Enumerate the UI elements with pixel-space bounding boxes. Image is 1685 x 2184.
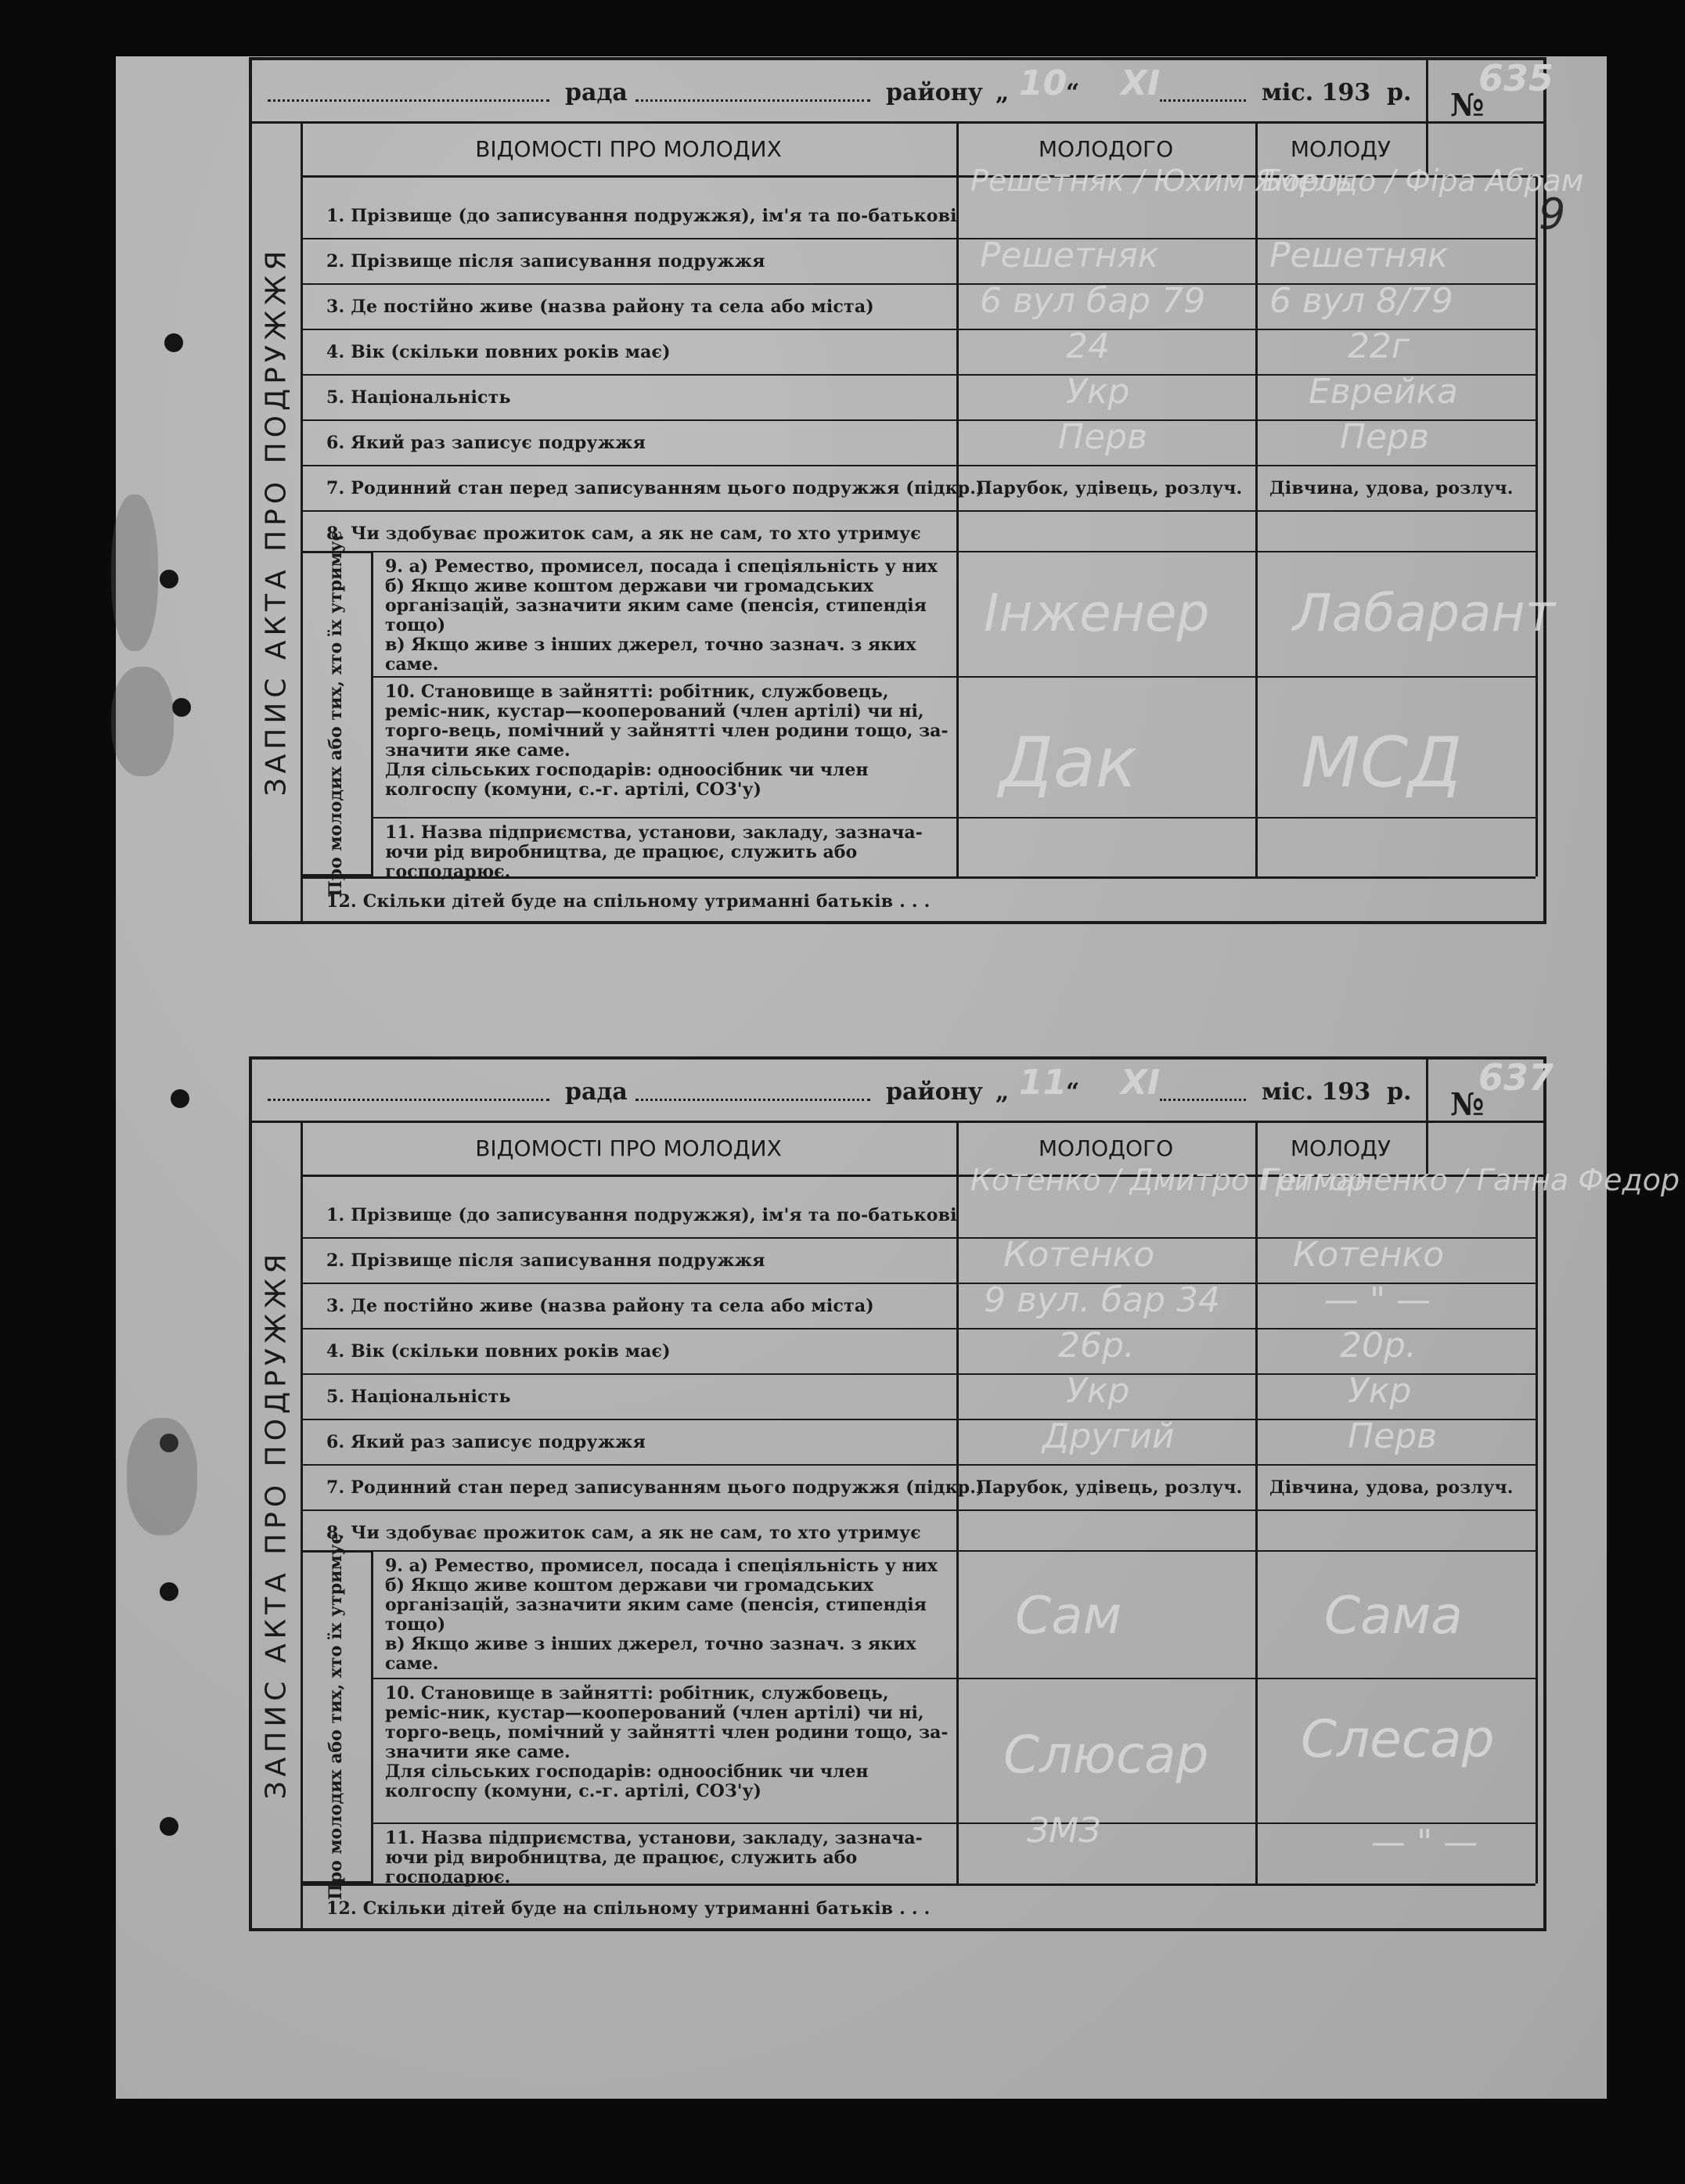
bride-value: — " —: [1324, 1280, 1431, 1320]
bride-value: Гетманенко / Ганна Федор: [1262, 1163, 1680, 1197]
column-divider: [1255, 1121, 1258, 1884]
groom-value: Дак: [999, 722, 1137, 803]
row-divider: [371, 817, 1536, 819]
row-12-label: 12. Скільки дітей буде на спільному утриманні батьків . . .: [326, 891, 931, 912]
record-number-box: [1426, 57, 1554, 178]
paper-stain: [111, 495, 158, 651]
page-number: 9: [1539, 189, 1567, 239]
punch-hole: [171, 1089, 189, 1108]
dotted-line: [635, 1099, 870, 1101]
bride-value: Лабарант: [1293, 583, 1556, 643]
row-divider: [371, 1678, 1536, 1679]
row-divider: [301, 1509, 1536, 1511]
marriage-record-form-top: [249, 57, 1584, 924]
groom-value: Сам: [1015, 1585, 1122, 1646]
block-11-label: 11. Назва підприємства, установи, закладу, зазнача-ючи рід виробництва, де працює, служить або господарює.: [385, 1828, 923, 1887]
punch-hole: [172, 698, 191, 717]
bride-value: 22г: [1348, 326, 1410, 366]
groom-value: Укр: [1066, 1371, 1130, 1411]
row-divider: [371, 676, 1536, 678]
column-divider: [1536, 178, 1538, 876]
dotted-line: [268, 99, 549, 102]
groom-status-options: Парубок, удівець, розлуч.: [976, 1477, 1243, 1498]
form-header: рада району „ 10 “ XI міс. 193 р.: [252, 60, 1543, 124]
row-label: 4. Вік (скільки повних років має): [326, 342, 671, 362]
dotted-line: [1160, 1099, 1246, 1101]
col-header-bride: МОЛОДУ: [1255, 1121, 1426, 1177]
sub-side-title: Про молодих або тих, хто їх утримує: [301, 1550, 373, 1884]
groom-value: 24: [1066, 326, 1110, 366]
col-header-groom: МОЛОДОГО: [956, 1121, 1255, 1177]
row-label: 8. Чи здобуває прожиток сам, а як не сам, то хто утримує: [326, 1523, 921, 1543]
row-label: 6. Який раз записує подружжя: [326, 1432, 646, 1452]
side-title: ЗАПИС АКТА ПРО ПОДРУЖЖЯ: [252, 121, 303, 921]
groom-value: 9 вул. бар 34: [984, 1280, 1221, 1320]
row-12-label: 12. Скільки дітей буде на спільному утриманні батьків . . .: [326, 1898, 931, 1919]
form-header: рада району „ 11 “ XI міс. 193 р.: [252, 1060, 1543, 1123]
row-divider: [371, 551, 1536, 552]
row-divider: [371, 1550, 1536, 1552]
groom-value: Укр: [1066, 372, 1130, 412]
column-divider: [1255, 121, 1258, 876]
row-label: 3. Де постійно живе (назва району та села або міста): [326, 297, 874, 317]
groom-value: Перв: [1058, 417, 1148, 457]
groom-value: Другий: [1042, 1416, 1175, 1456]
year-suffix: р.: [1387, 1078, 1412, 1106]
row-label: 8. Чи здобуває прожиток сам, а як не сам, то хто утримує: [326, 524, 921, 544]
row-label: 7. Родинний стан перед записуванням цього подружжя (підкр.): [326, 478, 985, 498]
row-label: 2. Прізвище після записування подружжя: [326, 251, 765, 272]
row-label: 5. Національність: [326, 387, 511, 408]
col-header-bride: МОЛОДУ: [1255, 121, 1426, 178]
bride-value: Сама: [1324, 1585, 1463, 1646]
dotted-line: [268, 1099, 549, 1101]
punch-hole: [160, 570, 178, 588]
rayonu-label: району: [886, 79, 983, 106]
row-label: 2. Прізвище після записування подружжя: [326, 1250, 765, 1271]
col-header-groom: МОЛОДОГО: [956, 121, 1255, 178]
row-label: 5. Національність: [326, 1387, 511, 1407]
groom-value: 26р.: [1058, 1326, 1135, 1365]
bride-value: Слесар: [1301, 1709, 1495, 1769]
bride-value: Решетняк: [1269, 236, 1449, 275]
column-divider: [956, 1121, 959, 1884]
block-9-label: 9. а) Ремество, промисел, посада і спеціяльність у них б) Якщо живе коштом держави чи громадських організацій, зазначити яким саме (пенсія, стипендія тощо) в) Якщо живе з інших джерел, точно зазнач. з яких саме.: [385, 556, 938, 675]
bride-value: Бородо / Фіра Абрам: [1262, 164, 1584, 198]
row-label: 3. Де постійно живе (назва району та села або міста): [326, 1296, 874, 1316]
rayonu-label: району: [886, 1078, 983, 1106]
row-divider: [301, 1464, 1536, 1466]
col-header-info: ВІДОМОСТІ ПРО МОЛОДИХ: [301, 121, 956, 178]
punch-hole: [160, 1817, 178, 1836]
year-suffix: р.: [1387, 79, 1412, 106]
bride-value: Еврейка: [1309, 372, 1458, 412]
groom-value: Котенко: [1003, 1235, 1155, 1275]
date-day: 11: [1019, 1063, 1068, 1103]
paper-stain: [111, 667, 174, 776]
dotted-line: [635, 99, 870, 102]
bride-value: 20р.: [1340, 1326, 1417, 1365]
row-label: 6. Який раз записує подружжя: [326, 433, 646, 453]
groom-value: Котенко / Дмитро Григор: [970, 1163, 1366, 1197]
number-sign: №: [1450, 87, 1485, 124]
paper-stain: [127, 1418, 197, 1535]
bride-status-options: Дівчина, удова, розлуч.: [1269, 1477, 1514, 1498]
marriage-record-form-bottom: [249, 1056, 1680, 1931]
record-number: 635: [1478, 57, 1554, 99]
record-number: 637: [1478, 1056, 1554, 1099]
block-10-label: 10. Становище в зайнятті: робітник, службовець, реміс-ник, кустар—кооперований (член артілі) чи ні, торго-вець, помічний у зайнятті член родини тощо, за-значити яке саме. Для сільських господарів: одноосібник чи член колгоспу (комуни, с.-г. артілі, СОЗ'у): [385, 1683, 949, 1801]
column-divider: [956, 121, 959, 876]
date-month: XI: [1121, 63, 1161, 103]
number-sign: №: [1450, 1086, 1485, 1123]
groom-value: Решетняк: [980, 236, 1159, 275]
bride-value: — " —: [1371, 1822, 1478, 1862]
col-header-info: ВІДОМОСТІ ПРО МОЛОДИХ: [301, 1121, 956, 1177]
punch-hole: [160, 1582, 178, 1601]
bride-value: Перв: [1348, 1416, 1438, 1456]
column-divider: [1536, 1177, 1538, 1884]
groom-value: Слюсар: [1003, 1725, 1209, 1785]
bride-value: 6 вул 8/79: [1269, 281, 1453, 321]
bride-value: МСД: [1301, 722, 1463, 803]
row-label: 4. Вік (скільки повних років має): [326, 1341, 671, 1362]
date-day: 10: [1019, 63, 1068, 103]
rada-label: рада: [565, 1078, 628, 1106]
bride-status-options: Дівчина, удова, розлуч.: [1269, 478, 1514, 498]
groom-value: 6 вул бар 79: [980, 281, 1206, 321]
record-number-box: [1426, 1056, 1554, 1177]
block-11-label: 11. Назва підприємства, установи, закладу, зазнача-ючи рід виробництва, де працює, служить або господарює.: [385, 822, 923, 882]
year-label: міс. 193: [1262, 1078, 1371, 1106]
side-title: ЗАПИС АКТА ПРО ПОДРУЖЖЯ: [252, 1121, 303, 1928]
bride-value: Перв: [1340, 417, 1430, 457]
groom-value: Інженер: [984, 583, 1210, 643]
block-10-label: 10. Становище в зайнятті: робітник, службовець, реміс-ник, кустар—кооперований (член артілі) чи ні, торго-вець, помічний у зайнятті член родини тощо, за-значити яке саме. Для сільських господарів: одноосібник чи член колгоспу (комуни, с.-г. артілі, СОЗ'у): [385, 682, 949, 800]
bride-value: Котенко: [1293, 1235, 1445, 1275]
row-divider: [301, 510, 1536, 512]
row-label: 1. Прізвище (до записування подружжя), ім'я та по-батькові: [326, 1205, 957, 1225]
punch-hole: [164, 333, 183, 352]
groom-value: ЗМЗ: [1027, 1811, 1101, 1851]
date-month: XI: [1121, 1063, 1161, 1103]
row-label: 7. Родинний стан перед записуванням цього подружжя (підкр.): [326, 1477, 985, 1498]
groom-value: Решетняк / Юхим Ямель: [970, 164, 1353, 198]
dotted-line: [1160, 99, 1246, 102]
row-label: 1. Прізвище (до записування подружжя), ім'я та по-батькові: [326, 206, 957, 226]
block-9-label: 9. а) Ремество, промисел, посада і спеціяльність у них б) Якщо живе коштом держави чи громадських організацій, зазначити яким саме (пенсія, стипендія тощо) в) Якщо живе з інших джерел, точно зазнач. з яких саме.: [385, 1556, 938, 1674]
row-divider: [371, 1822, 1536, 1824]
sub-side-title: Про молодих або тих, хто їх утримує: [301, 551, 373, 876]
groom-status-options: Парубок, удівець, розлуч.: [976, 478, 1243, 498]
row-divider: [301, 465, 1536, 466]
year-label: міс. 193: [1262, 79, 1371, 106]
bride-value: Укр: [1348, 1371, 1412, 1411]
rada-label: рада: [565, 79, 628, 106]
